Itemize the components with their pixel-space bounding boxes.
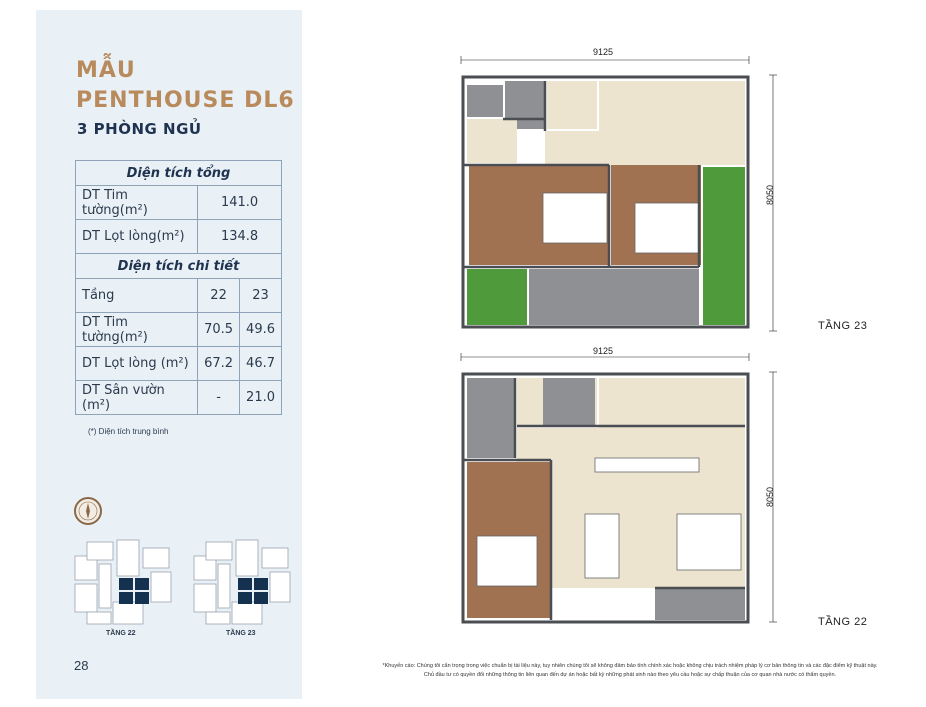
row-value-22: 67.2 — [198, 347, 240, 381]
row-value-22: - — [198, 381, 240, 415]
row-label: DT Lọt lòng (m²) — [76, 347, 198, 381]
row-label: Tầng — [76, 279, 198, 313]
lower-width-dimension: 9125 — [593, 346, 614, 356]
row-value-22: 22 — [198, 279, 240, 313]
floor-plan-22 — [455, 352, 785, 627]
disclaimer-line-2: Chủ đầu tư có quyền đổi những thông tin liên quan đến dự án hoặc bất kỳ những phát sinh nào theo yêu cầu hoặc sự chấp thuận của cơ quan nhà nước có thẩm quyền. — [423, 672, 837, 678]
disclaimer-line-1: *Khuyến cáo: Chúng tôi cẩn trọng trong việc chuẩn bị tài liệu này, tuy nhiên chúng tôi sẽ không đảm bảo tính chính xác hoặc không chịu trách nhiệm pháp lý cơ bản thông tin và các đặc điểm kỹ thuật này. — [382, 663, 878, 669]
area-table — [75, 160, 282, 415]
table-row — [76, 347, 282, 381]
table-row — [76, 313, 282, 347]
row-value-22: 70.5 — [198, 313, 240, 347]
row-value-23: 49.6 — [240, 313, 282, 347]
table-row — [76, 381, 282, 415]
subtitle: 3 PHÒNG NGỦ — [77, 120, 202, 138]
upper-height-dimension: 8050 — [765, 184, 776, 206]
tim-tuong-label: DT Tim tường(m²) — [76, 186, 198, 220]
table-row — [76, 279, 282, 313]
tim-tuong-value: 141.0 — [198, 186, 282, 220]
mini-plan-22-label: TẦNG 22 — [106, 630, 136, 637]
row-label: DT Tim tường(m²) — [76, 313, 198, 347]
lot-long-value: 134.8 — [198, 220, 282, 254]
mini-plan-22 — [73, 538, 173, 626]
detail-area-header: Diện tích chi tiết — [76, 254, 282, 279]
lot-long-label: DT Lọt lòng(m²) — [76, 220, 198, 254]
upper-width-dimension: 9125 — [593, 47, 614, 57]
floor-plan-23 — [455, 55, 785, 335]
row-label: DT Sân vườn (m²) — [76, 381, 198, 415]
total-area-header: Diện tích tổng — [76, 161, 282, 186]
row-value-23: 21.0 — [240, 381, 282, 415]
title-line-1: MẪU — [76, 58, 136, 83]
row-value-23: 46.7 — [240, 347, 282, 381]
lower-floor-label: TẦNG 22 — [818, 616, 868, 628]
compass-icon — [73, 496, 103, 526]
disclaimer — [340, 662, 920, 680]
lower-height-dimension: 8050 — [765, 486, 776, 508]
area-note: (*) Diện tích trung bình — [88, 427, 169, 436]
row-value-23: 23 — [240, 279, 282, 313]
title-line-2: PENTHOUSE DL6 — [76, 88, 295, 113]
page-number: 28 — [74, 658, 89, 673]
mini-plan-23 — [192, 538, 292, 626]
upper-floor-label: TẦNG 23 — [818, 320, 868, 332]
mini-plan-23-label: TẦNG 23 — [226, 630, 256, 637]
